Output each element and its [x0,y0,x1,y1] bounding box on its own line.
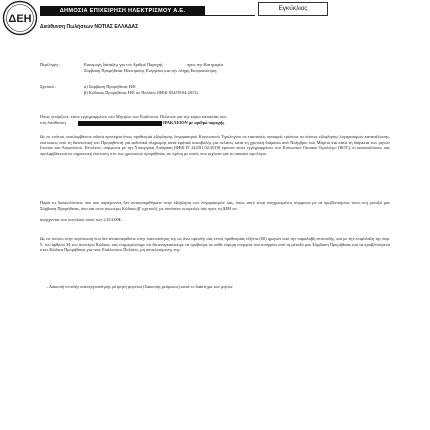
paragraph-1-line-2-start: στη διεύθυνση [40,120,66,125]
company-banner: ΔΗΜΟΣΙΑ ΕΠΙΧΕΙΡΗΣΗ ΗΛΕΚΤΡΙΣΜΟΥ Α.Ε. [40,6,205,16]
reference-b: β) Κώδικας Προμήθειας Η/Ε σε Πελάτες (ΦΕΚ 832/09.04.2013). [84,90,199,95]
paragraph-3: Παρά τις διευκολύνσεις που σας παρέχονται, δεν ανταποκριθήκατε στην εξόφληση των λογαριασμών σας, όπως αυτό είναι υποχρεωμένος σύμφωνα με τα προβλεπόμενα τόσο στη μεταξύ μας Σύμβαση Προμήθειας, όσο και στον ανωτέρω Κώδικα (β' σχετικό), με συνέπεια οι οφειλές σας προς τη ΔΕΗ να [40,200,390,211]
directorate-line: Διεύθυνση Πωλήσεων ΝΟΤΙΑΣ ΕΛΛΑΔΑΣ [40,24,139,30]
subject-line-2: Σύμβαση Προμήθειας Ηλεκτρικής Ενέργειας και την πλήρη Εκπροσώπηση. [84,68,218,73]
paragraph-1-line-2-end: ΙΡΑΚΛΕΙΟΝ με αριθμό παροχής [163,120,225,125]
paragraph-3-amount-line: ανέρχονται στο συνολικό ποσό των 2.613,00€. [40,217,122,222]
reference-a: α) Σύμβαση Προμήθειας Η/Ε [84,84,136,89]
redacted-address [78,121,162,126]
paragraph-2: Ως εκ τούτου, απολαμβάνετε ειδικά προνόμια όπως προθεσμία εξόφλησης λογαριασμού Κοινωνικού Τιμολογίου σε τακτικούς συναφείς τρόπους σε κόστος εξόφλησης λογαριασμών κατανάλωσης, εκπτώσεις από τη δανειστική του Προμηθευτή για εκδοτικά πληρωμής κατά εφάπαξ καταβολής για πελάτες κατά τη χρονική διάρκεια από Νοέμβριο έως Μάρτιο και κατά τη διάρκεια των μηνών Ιουνίου και Αυγούστου. Επιπλέον, σύμφωνα με την Υπουργική Απόφαση (ΦΕΚ Β' 242/01.02.2018) εφόσον είστε εγγεγραμμένος στο Κοινωνικό Οικιακό Τιμολόγιο (ΚΟΤ), οι καταναλώσεις σας προλαμβάνεται σε σημαντική έκπτωση στο των χρεώσεων προμήθειας, σε σχέση με αυτές που ισχύουν για το οικιακό τιμολόγιο. [40,134,390,156]
document-type-box: Εγκύκλιος [258,2,328,16]
paragraph-4: Ως εκ τούτου στην περίπτωση που δεν ανταποκριθείτε στην τακτοποίηση της ως άνω οφειλής σας εντός προθεσμίας εξήντα (60) ημερών από την παραλαβή επιστολής, και με την επιφύλαξη της παρ. 5, του άρθρου 34 του ανωτέρω Κώδικα, σας ενημερώνουμε ότι θα αναγκαστούμε να προβούμε σε κάθε νόμιμη ενέργεια που απορρέει από τη μεταξύ μας Σύμβαση Προμήθειας και τα προβλεπόμενα στον Κώδικα Προμήθειας για τους Ευάλωτους Πελάτες, μη αποκλειόμενης της: [40,236,390,253]
banner-underline [205,15,255,16]
logo-text: ΔΕΗ [8,13,32,25]
company-logo [2,0,38,36]
subject-line-1: Εισαγωγή διάταξης για τον Αριθμό Παροχής προς την Κατηγορία [84,62,223,67]
bullet-item: – Διακοπή εντολής απενεργοποίησης μετρητή φορτίου (διακοπής ρεύματος) κατά το διάστημα των μηνών [46,284,233,289]
references-label: Σχετικά : [40,84,57,89]
paragraph-1-line-1: Όπως γνωρίζετε, είστε εγγεγραμμένος στο Μητρώο των Ευάλωτων Πελατών για την κύρια κατοικίας σας [40,114,227,119]
subject-label: Περίληψη : [40,62,61,67]
